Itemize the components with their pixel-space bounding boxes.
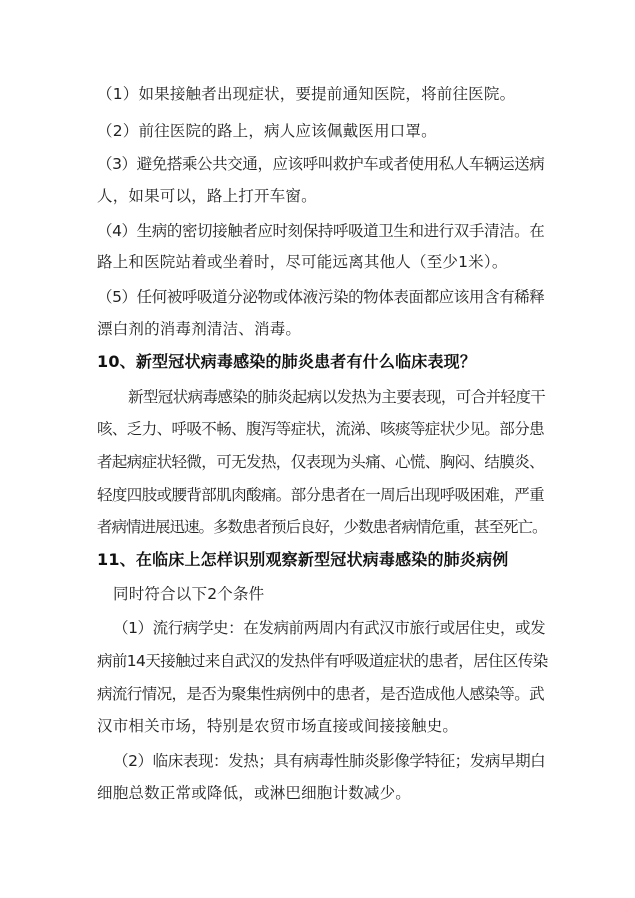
list-item-4-line-1: （4）生病的密切接触者应时刻保持呼吸道卫生和进行双手清洁。在 [97,222,545,240]
section-10-heading: 10、新型冠状病毒感染的肺炎患者有什么临床表现？ [97,352,477,371]
section-10-para-line-4: 轻度四肢或腰背部肌肉酸痛。部分患者在一周后出现呼吸困难，严重 [97,486,545,504]
list-item-1: （1）如果接触者出现症状，要提前通知医院，将前往医院。 [97,85,516,103]
condition-1-line-2: 病前14天接触过来自武汉的发热伴有呼吸道症状的患者，居住区传染 [97,652,548,670]
section-11-intro: 同时符合以下2个条件 [113,585,265,603]
list-item-5-line-1: （5）任何被呼吸道分泌物或体液污染的物体表面都应该用含有稀释 [97,288,545,306]
list-item-4-line-2: 路上和医院站着或坐着时，尽可能远离其他人（至少1米）。 [97,253,508,271]
list-item-3-line-1: （3）避免搭乘公共交通，应该呼叫救护车或者使用私人车辆运送病 [97,155,545,173]
condition-1-line-3: 病流行情况，是否为聚集性病例中的患者，是否造成他人感染等。武 [97,685,545,703]
section-11-heading: 11、在临床上怎样识别观察新型冠状病毒感染的肺炎病例 [97,550,509,569]
list-item-5-line-2: 漂白剂的消毒剂清洁、消毒。 [97,320,302,338]
section-10-para-line-3: 者起病症状轻微，可无发热，仅表现为头痛、心慌、胸闷、结膜炎、 [97,453,545,471]
section-10-para-line-2: 咳、乏力、呼吸不畅、腹泻等症状，流涕、咳痰等症状少见。部分患 [97,420,545,438]
condition-1-line-1: （1）流行病学史：在发病前两周内有武汉市旅行或居住史，或发 [113,619,546,637]
condition-1-line-4: 汉市相关市场，特别是农贸市场直接或间接接触史。 [97,717,459,735]
section-10-para-line-5: 者病情进展迅速。多数患者预后良好，少数患者病情危重，甚至死亡。 [97,518,547,536]
list-item-2: （2）前往医院的路上，病人应该佩戴医用口罩。 [97,122,437,140]
condition-2-line-1: （2）临床表现：发热；具有病毒性肺炎影像学特征；发病早期白 [113,752,546,770]
section-10-para-line-1: 新型冠状病毒感染的肺炎起病以发热为主要表现，可合并轻度干 [128,388,546,406]
condition-2-line-2: 细胞总数正常或降低，或淋巴细胞计数减少。 [97,784,412,802]
list-item-3-line-2: 人，如果可以，路上打开车窗。 [97,187,317,205]
